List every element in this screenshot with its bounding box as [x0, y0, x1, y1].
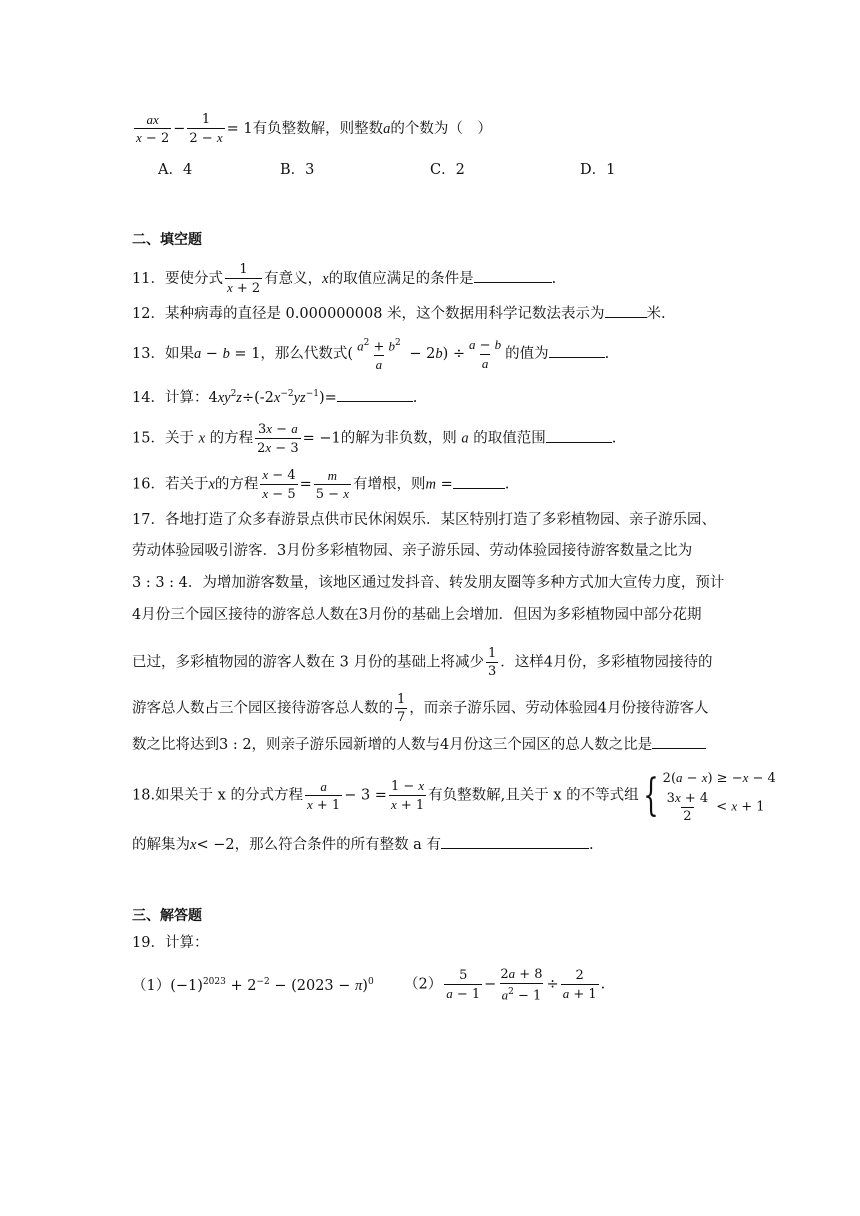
q17-text: ．这样4月份，多彩植物园接待的: [500, 654, 713, 671]
q14-prefix: 14．计算：: [132, 389, 209, 406]
q15-end: .: [611, 430, 617, 447]
q13-tail: 的值为: [505, 346, 549, 363]
q19-end: .: [600, 976, 606, 993]
answer-blank[interactable]: [652, 734, 706, 749]
fraction: $\frac{x - 4}{x - 5}$: [262, 467, 296, 502]
answer-blank[interactable]: [605, 303, 647, 318]
fraction: $\frac{5}{a - 1}$: [446, 967, 481, 1002]
section-title-solutions: 三、解答题: [132, 908, 202, 924]
fraction: $\frac{1}{3}$: [487, 646, 497, 679]
question-10-stem: $\frac{ax}{x - 2}$ − $\frac{1}{2 - x}$ = 1有负整数解，则整数a的个数为（ ）: [136, 112, 492, 146]
q15-prefix: 15．关于: [132, 430, 194, 447]
question-13: 13．如果a − b = 1，那么代数式( $\frac{a^2 + b^2}{a}$ − 2b) ÷ $\frac{a - b}{a}$ 的值为 .: [132, 337, 610, 373]
q12-end: 米.: [646, 306, 666, 322]
question-17-line-7: [132, 734, 706, 755]
q18-end: .: [588, 837, 594, 853]
q18-prefix: 18.如果关于 x 的分式方程: [132, 787, 303, 804]
answer-blank[interactable]: [441, 834, 589, 849]
question-15: 15．关于 x 的方程 $\frac{3x - a}{2x - 3}$ = −1的解为非负数，则 a 的取值范围 .: [132, 421, 617, 456]
question-14: 14．计算：$4xy^2z\div(-2x^{-2}yz^{-1})=$ .: [132, 384, 417, 408]
q13-mid: ，那么代数式: [260, 346, 348, 363]
q13-end: .: [604, 346, 610, 363]
q19-p2: （2）: [404, 976, 443, 993]
q18-mid: 有负整数解,且关于 x 的不等式组: [428, 787, 639, 804]
choice-b[interactable]: B．3: [280, 162, 315, 178]
question-19-part-1: $(1)(-1)^{2023} + 2^{-2} - (2023 - \pi)^0$: [132, 977, 374, 994]
fraction: $\frac{m}{5 - x}$: [315, 467, 349, 502]
question-19-part-2: （2） $\frac{5}{a - 1}$ − $\frac{2a + 8}{a^2 - 1}$ ÷ $\frac{2}{a + 1}$ .: [404, 966, 606, 1004]
q19-p1: （1）: [132, 977, 171, 994]
q15-mid: 的方程: [209, 430, 254, 447]
q17-text: ，而亲子游乐园、劳动体验园4月份接待游客人: [409, 700, 709, 717]
question-17-line-1: 17．各地打造了众多春游景点供市民休闲娱乐．某区特别打造了多彩植物园、亲子游乐园、: [132, 512, 716, 528]
q15-a: a: [461, 430, 469, 447]
fraction: $\frac{2}{a + 1}$: [562, 967, 597, 1002]
q18-line2b: ，那么符合条件的所有整数 a 有: [234, 837, 441, 853]
question-19-title: 19．计算：: [132, 935, 209, 951]
q11-x: x: [322, 271, 329, 287]
q18-line2a: 的解集为: [132, 837, 190, 853]
q17-text: 已过，多彩植物园的游客人数在 3 月份的基础上将减少: [132, 654, 484, 671]
q11-mid: 有意义，: [264, 271, 323, 287]
q16-mid: 的方程: [214, 476, 259, 493]
question-12: [132, 303, 666, 324]
fraction: $\frac{a}{x + 1}$: [306, 778, 341, 813]
q10-text: 有负整数解，则整数: [252, 121, 384, 137]
answer-blank[interactable]: [337, 387, 413, 402]
fraction: $\frac{1}{2 - x}$: [189, 112, 223, 146]
q11-tail: 的取值应满足的条件是: [328, 271, 474, 287]
fraction: $\frac{ax}{x - 2}$: [136, 112, 170, 146]
fraction: $\frac{a^2 + b^2}{a}$: [357, 338, 401, 373]
q11-prefix: 11．要使分式: [132, 271, 223, 287]
section-title-fill-in: 二、填空题: [132, 232, 202, 248]
answer-blank[interactable]: [546, 428, 612, 443]
q12-text: 12．某种病毒的直径是 0.000000008 米，这个数据用科学记数法表示为: [132, 306, 605, 322]
choice-a[interactable]: A．4: [158, 162, 193, 178]
choice-d[interactable]: D．1: [580, 162, 616, 178]
choice-c[interactable]: C．2: [430, 162, 465, 178]
q16-tail: 有增根，则: [352, 476, 426, 493]
fraction: $\frac{1}{x + 2}$: [226, 262, 261, 296]
question-18-line-2: 的解集为x< −2，那么符合条件的所有整数 a 有 .: [132, 834, 594, 855]
fraction: $\frac{1}{7}$: [397, 692, 406, 725]
answer-blank[interactable]: [549, 343, 605, 358]
q14-end: .: [412, 389, 418, 406]
question-17-line-6: [132, 692, 709, 725]
fraction: $\frac{2a + 8}{a^2 - 1}$: [500, 966, 543, 1004]
question-17-line-4: 4月份三个园区接待的游客总人数在3月份的基础上会增加．但因为多彩植物园中部分花期: [132, 607, 702, 623]
brace: {: [642, 769, 659, 821]
fraction: $\frac{1 - x}{x + 1}$: [390, 778, 425, 813]
answer-blank[interactable]: [453, 474, 505, 489]
q15-tail: 的解为非负数，则: [340, 430, 457, 447]
q17-text: 游客总人数占三个园区接待游客总人数的: [132, 700, 393, 717]
question-18: 18.如果关于 x 的分式方程 $\frac{a}{x + 1}$ − 3 = $\frac{1 - x}{x + 1}$ 有负整数解,且关于 x 的不等式组{ 2(a − x) ≥ −x − 4 $\frac{3x + 4}{2}$ < x + 1: [132, 767, 776, 824]
fraction: $\frac{a - b}{a}$: [469, 337, 502, 372]
q15-x: x: [198, 430, 205, 447]
question-17-line-5: [132, 646, 712, 679]
q11-end: .: [551, 271, 557, 287]
q10-tail: 的个数为（ ）: [390, 121, 492, 137]
q17-text: 数之比将达到3 : 2，则亲子游乐园新增的人数与4月份这三个园区的总人数之比是: [132, 737, 653, 753]
q13-prefix: 13．如果: [132, 346, 194, 363]
q10-var: a: [383, 121, 391, 137]
question-17-line-3: 3 : 3 : 4．为增加游客数量，该地区通过发抖音、转发朋友圈等多种方式加大宣传力度，预计: [132, 575, 725, 591]
q16-x: x: [208, 476, 215, 493]
answer-blank[interactable]: [474, 268, 552, 283]
question-16: 16．若关于x的方程 $\frac{x - 4}{x - 5}$ = $\frac{m}{5 - x}$ 有增根，则m = .: [132, 467, 510, 502]
inequality-system: 2(a − x) ≥ −x − 4 $\frac{3x + 4}{2}$ < x + 1: [662, 770, 776, 824]
question-17-line-2: 劳动体验园吸引游客．3月份多彩植物园、亲子游乐园、劳动体验园接待游客数量之比为: [132, 543, 693, 559]
fraction: $\frac{3x - a}{2x - 3}$: [257, 421, 299, 456]
q15-tail2: 的取值范围: [473, 430, 546, 447]
q16-end: .: [504, 476, 510, 493]
q16-prefix: 16．若关于: [132, 476, 209, 493]
question-11: [132, 262, 556, 296]
